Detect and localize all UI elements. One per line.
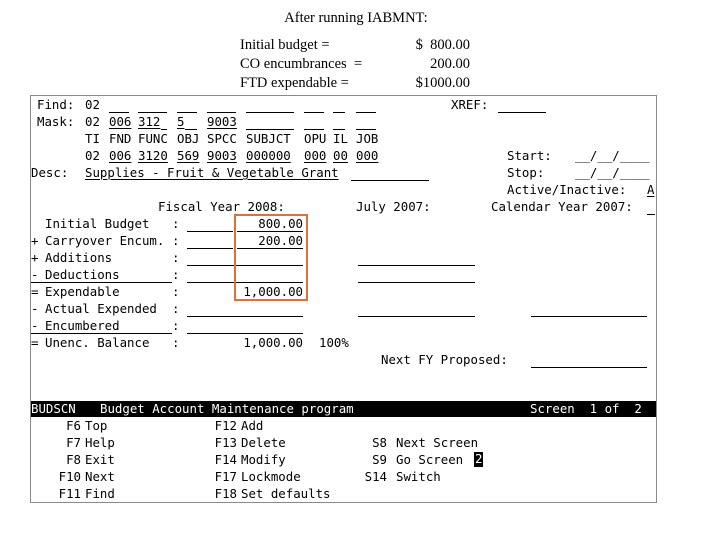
july-actual-expended-field[interactable] [358, 301, 475, 317]
find-opu-field[interactable] [304, 97, 324, 113]
mask-obj-pad [185, 114, 197, 130]
label-encumbered: Encumbered [45, 318, 120, 333]
status-program-title: Budget Account Maintenance program [100, 401, 354, 416]
colon-deductions: : [172, 267, 180, 282]
value-il[interactable]: 00 [333, 148, 348, 163]
status-program-code: BUDSCN [31, 401, 76, 416]
unenc-balance-percent: 100% [319, 335, 349, 350]
value-opu[interactable]: 000 [304, 148, 327, 163]
value-job[interactable]: 000 [356, 148, 379, 163]
prefix-expendable: = [31, 284, 39, 299]
july-deductions-field[interactable] [358, 267, 475, 283]
terminal-screen [30, 95, 657, 503]
next-fy-proposed-field[interactable] [531, 352, 647, 368]
fiscal-initial-budget-value: 800.00 [258, 216, 303, 231]
col-fnd: FND [109, 131, 132, 146]
mask-fnd[interactable]: 006 [109, 114, 132, 129]
mask-obj[interactable]: 5 [177, 114, 185, 129]
col-ti: TI [85, 131, 100, 146]
prefix-carryover-encum: + [31, 233, 39, 248]
status-screen-indicator: Screen 1 of 2 [530, 401, 642, 416]
active-inactive-label: Active/Inactive: [507, 182, 627, 197]
value-func[interactable]: 3120 [138, 148, 168, 163]
col-opu: OPU [304, 131, 327, 146]
calendar-actual-expended-field[interactable] [531, 301, 647, 317]
col-spcc: SPCC [207, 131, 237, 146]
go-screen-cursor-value: 2 [475, 451, 483, 466]
fkey-s8-next-screen[interactable]: Next Screen [396, 435, 479, 450]
fiscal-year-heading: Fiscal Year 2008: [158, 199, 285, 214]
july-additions-field[interactable] [358, 250, 475, 266]
fkey-f10-next[interactable]: Next [85, 469, 115, 484]
stop-field[interactable]: __/__/____ [575, 165, 650, 180]
mask-subjct-field[interactable] [246, 114, 294, 130]
value-ti: 02 [85, 148, 100, 163]
fiscal-values-highlight [234, 214, 308, 301]
mask-opu-field[interactable] [304, 114, 324, 130]
colon-carryover-encum: : [172, 233, 180, 248]
july-heading: July 2007: [356, 199, 431, 214]
find-job-field[interactable] [356, 97, 376, 113]
fkey-f14-modify[interactable]: Modify [241, 452, 286, 467]
caption [240, 10, 480, 94]
find-value: 02 [85, 97, 100, 112]
mask-value: 02 [85, 114, 100, 129]
col-subjct: SUBJCT [246, 131, 291, 146]
fkey-f8-key: F8 [66, 452, 81, 467]
colon-encumbered: : [172, 318, 180, 333]
mask-func-pad [161, 114, 167, 130]
find-fnd-field[interactable] [109, 97, 129, 113]
calendar-year-heading: Calendar Year 2007: [491, 199, 633, 214]
mask-func[interactable]: 312 [138, 114, 161, 129]
prefix-initial-budget [31, 216, 38, 232]
fkey-f18-set-defaults[interactable]: Set defaults [241, 486, 331, 501]
value-obj[interactable]: 569 [177, 148, 200, 163]
colon-unenc-balance: : [172, 335, 180, 350]
start-field[interactable]: __/__/____ [575, 148, 650, 163]
fkey-f18-key: F18 [214, 486, 237, 501]
mask-label: Mask: [37, 114, 75, 129]
fkey-f8-exit[interactable]: Exit [85, 452, 115, 467]
caption-label-initial-budget: Initial budget = [240, 37, 330, 53]
label-unenc-balance: Unenc. Balance [45, 335, 150, 350]
caption-value-co-encumbrances: 200.00 [430, 56, 470, 72]
fkey-f7-help[interactable]: Help [85, 435, 115, 450]
fiscal-unenc-balance-value: 1,000.00 [243, 335, 303, 350]
encumbered-divider [31, 318, 172, 334]
label-deductions: Deductions [45, 267, 120, 282]
label-initial-budget: Initial Budget [45, 216, 150, 231]
xref-field[interactable] [498, 97, 546, 113]
caption-value-initial-budget: $ 800.00 [415, 37, 470, 53]
colon-expendable: : [172, 284, 180, 299]
prefix-encumbered: - [31, 318, 39, 333]
prefix-deductions: - [31, 267, 39, 282]
desc-field[interactable]: Supplies - Fruit & Vegetable Grant [85, 165, 339, 180]
find-spcc-field[interactable] [207, 97, 236, 113]
deductions-divider [31, 267, 172, 283]
caption-label-co-encumbrances: CO encumbrances = [240, 56, 363, 72]
caption-label-ftd-expendable: FTD expendable = [240, 75, 349, 91]
fkey-s14-switch[interactable]: Switch [396, 469, 441, 484]
value-subjct[interactable]: 000000 [246, 148, 291, 163]
xref-label: XREF: [451, 97, 489, 112]
fkey-f17-lockmode[interactable]: Lockmode [241, 469, 301, 484]
desc-field-pad [351, 165, 429, 181]
find-label: Find: [37, 97, 75, 112]
label-additions: Additions [45, 250, 113, 265]
label-expendable: Expendable [45, 284, 120, 299]
colon-initial-budget: : [172, 216, 180, 231]
fkey-f12-add[interactable]: Add [241, 418, 264, 433]
fiscal-initial-budget-field[interactable] [187, 216, 233, 232]
fkey-s9-go-screen[interactable]: Go Screen [396, 452, 464, 467]
value-fnd[interactable]: 006 [109, 148, 132, 163]
active-inactive-field[interactable]: A [647, 182, 655, 197]
value-spcc[interactable]: 9003 [207, 148, 237, 163]
colon-actual-expended: : [172, 301, 180, 316]
fiscal-actual-expended-field[interactable] [187, 301, 303, 317]
status-bar [31, 401, 656, 417]
col-job: JOB [356, 131, 379, 146]
fkey-f11-find[interactable]: Find [85, 486, 115, 501]
fkey-f6-top[interactable]: Top [85, 418, 108, 433]
fkey-f13-key: F13 [214, 435, 237, 450]
find-il-field[interactable] [333, 97, 345, 113]
fkey-s9-key: S9 [372, 452, 387, 467]
prefix-actual-expended: - [31, 301, 39, 316]
fkey-f10-key: F10 [58, 469, 81, 484]
fkey-f12-key: F12 [214, 418, 237, 433]
desc-label: Desc: [31, 165, 69, 180]
find-func-field[interactable] [138, 97, 167, 113]
prefix-unenc-balance: = [31, 335, 39, 350]
fkey-s14-key: S14 [364, 469, 387, 484]
go-screen-cursor[interactable] [474, 452, 483, 467]
fiscal-carryover-value: 200.00 [258, 233, 303, 248]
fiscal-expendable-value: 1,000.00 [243, 284, 303, 299]
colon-additions: : [172, 250, 180, 265]
caption-title: After running IABMNT: [284, 10, 428, 26]
next-fy-proposed-label: Next FY Proposed: [381, 352, 508, 367]
mask-spcc[interactable]: 9003 [207, 114, 237, 129]
fiscal-carryover-field[interactable] [187, 233, 233, 249]
fkey-f11-key: F11 [58, 486, 81, 501]
col-il: IL [333, 131, 348, 146]
find-obj-field[interactable] [177, 97, 197, 113]
mask-job-field[interactable] [356, 114, 376, 130]
start-label: Start: [507, 148, 552, 163]
fkey-f14-key: F14 [214, 452, 237, 467]
fkey-f17-key: F17 [214, 469, 237, 484]
fkey-s8-key: S8 [372, 435, 387, 450]
caption-value-ftd-expendable: $1000.00 [415, 75, 470, 91]
find-subjct-field[interactable] [246, 97, 294, 113]
col-func: FUNC [138, 131, 168, 146]
mask-il-field[interactable] [333, 114, 345, 130]
col-obj: OBJ [177, 131, 200, 146]
fkey-f13-delete[interactable]: Delete [241, 435, 286, 450]
label-actual-expended: Actual Expended [45, 301, 157, 316]
stop-label: Stop: [507, 165, 545, 180]
fiscal-encumbered-field[interactable] [187, 318, 303, 334]
prefix-additions: + [31, 250, 39, 265]
calendar-year-pad [647, 199, 655, 215]
fkey-f6-key: F6 [66, 418, 81, 433]
label-carryover-encum: Carryover Encum. [45, 233, 165, 248]
fkey-f7-key: F7 [66, 435, 81, 450]
